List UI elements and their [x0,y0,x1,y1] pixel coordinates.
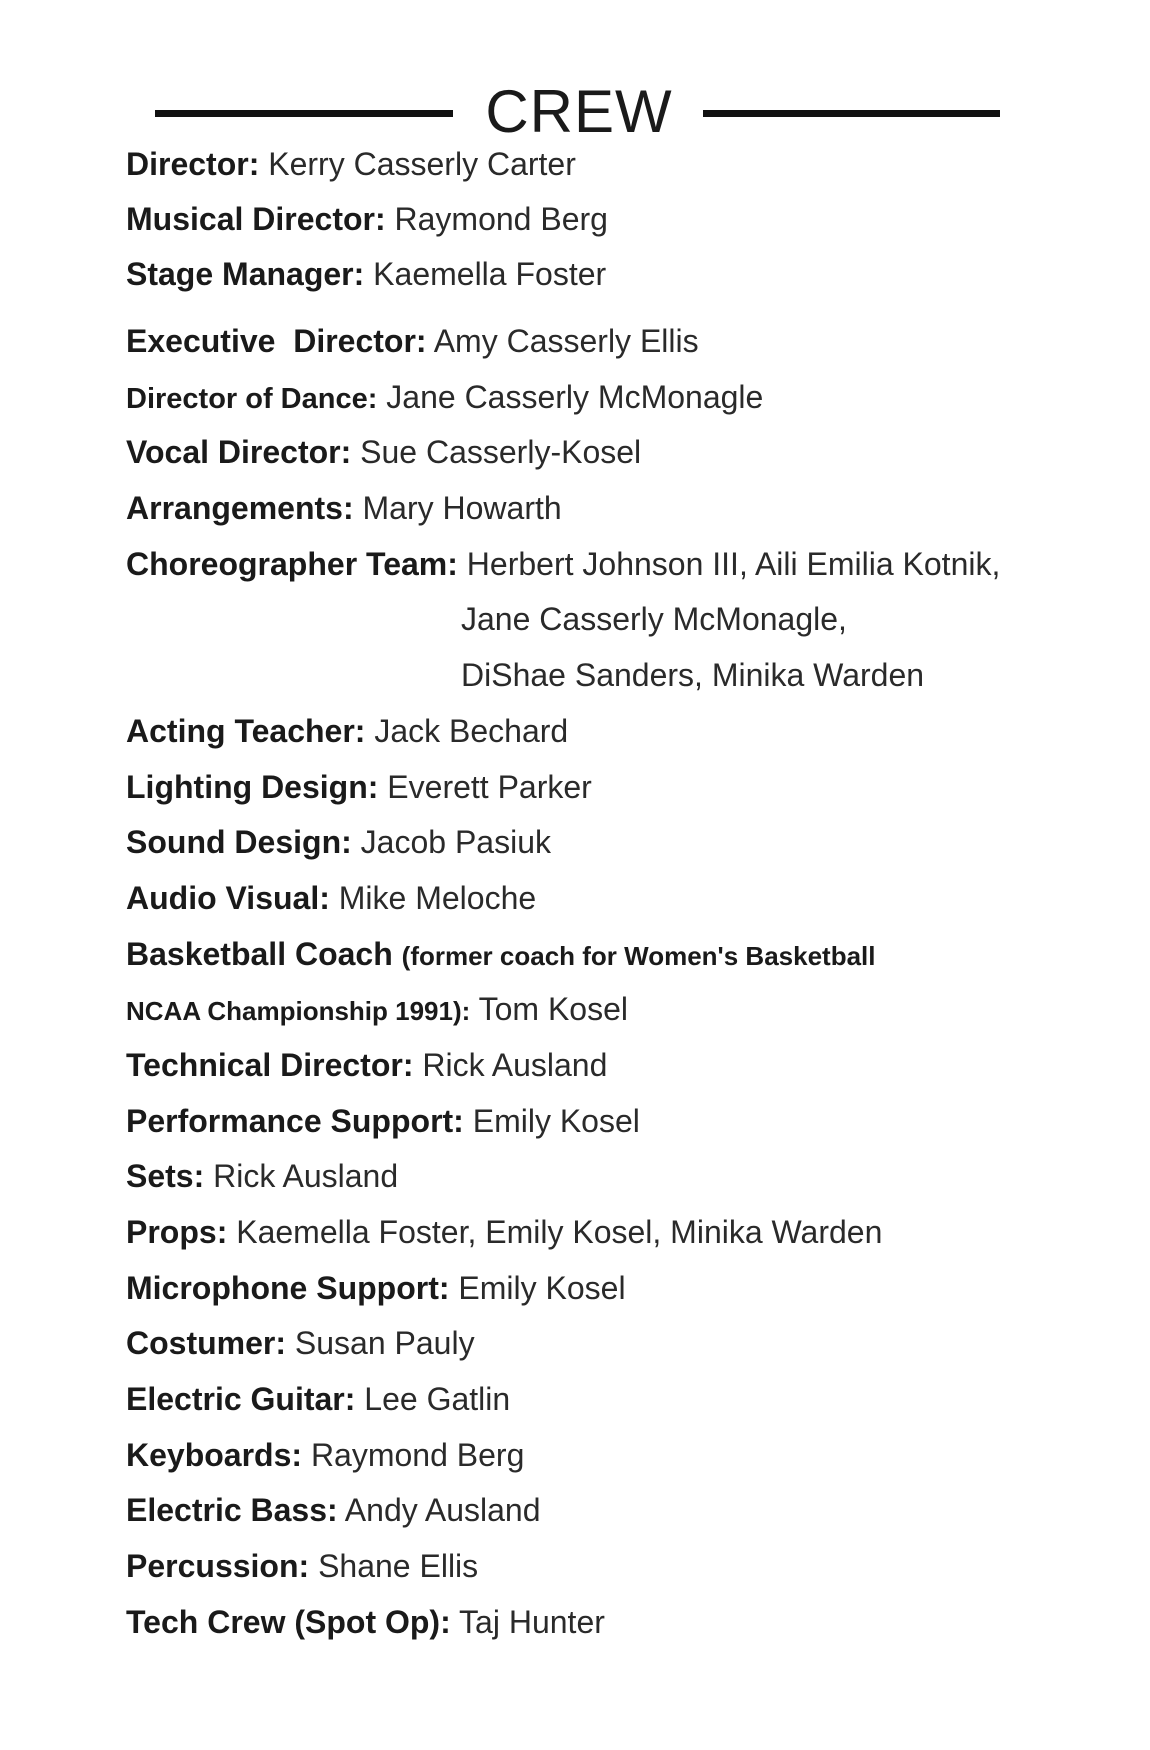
credit-role: Vocal Director: [126,434,352,470]
credit-name: Jane Casserly McMonagle [386,379,764,415]
credit-sound-design [126,822,1086,862]
credit-name: Raymond Berg [394,201,608,237]
credit-name: Kaemella Foster [373,256,607,292]
credit-name: Raymond Berg [310,1437,525,1473]
credit-name: Rick Ausland [422,1047,608,1083]
credit-microphone-support [126,1268,1086,1308]
credit-name: Kaemella Foster, Emily Kosel, Minika Warden [236,1214,883,1250]
credit-vocal-director [126,432,1086,472]
credit-role: Props: [126,1214,228,1250]
credit-lighting-design [126,767,1086,807]
section-title: CREW [485,78,673,145]
credit-technical-director [126,1045,1086,1085]
credit-role: Audio Visual: [126,880,330,916]
credit-electric-bass [126,1490,1086,1530]
credit-role: Performance Support: [126,1103,464,1139]
credit-sets [126,1156,1086,1196]
credit-role: Stage Manager: [126,256,365,292]
credit-role: Director: [126,146,260,182]
credit-name: Jack Bechard [374,713,569,749]
credit-name: Everett Parker [387,769,592,805]
credit-name: Susan Pauly [294,1325,475,1361]
credit-director [126,144,1086,184]
credit-props [126,1212,1086,1252]
credit-role: Electric Guitar: [126,1381,356,1417]
credit-name: Taj Hunter [459,1604,605,1640]
credit-basketball-coach [126,934,1086,976]
credit-role: Lighting Design: [126,769,379,805]
credit-role: NCAA Championship 1991): [126,996,471,1026]
credit-choreographer-continuation: Jane Casserly McMonagle, [461,601,847,637]
credit-role: Choreographer Team: [126,546,458,582]
credit-name: Rick Ausland [213,1158,399,1194]
credit-costumer [126,1323,1086,1363]
credit-name: Jacob Pasiuk [360,824,551,860]
credit-role: Tech Crew (Spot Op): [126,1604,451,1640]
credit-keyboards [126,1435,1086,1475]
credit-role: Costumer: [126,1325,287,1361]
credit-role: Acting Teacher: [126,713,366,749]
credit-acting-teacher [126,711,1086,751]
credit-performance-support [126,1101,1086,1141]
credit-choreographer-continuation: DiShae Sanders, Minika Warden [461,657,925,693]
credit-name: Herbert Johnson III, Aili Emilia Kotnik, [466,546,1001,582]
credit-choreographer-team [126,544,1086,584]
credit-name: Kerry Casserly Carter [268,146,576,182]
credit-electric-guitar [126,1379,1086,1419]
credit-role: Electric Bass: [126,1492,338,1528]
credit-name: Mary Howarth [362,490,562,526]
credit-audio-visual [126,878,1086,918]
credit-role: Percussion: [126,1548,310,1584]
credit-role: Arrangements: [126,490,354,526]
credit-role: Sets: [126,1158,205,1194]
credit-tech-crew [126,1602,1086,1642]
credit-musical-director [126,199,1086,239]
credit-director-of-dance [126,377,1086,419]
credit-stage-manager [126,254,1086,294]
credit-role: Basketball Coach [126,936,393,972]
credit-role: Microphone Support: [126,1270,450,1306]
section-header [155,72,1000,152]
credit-executive-director [126,321,1086,361]
credit-name: Emily Kosel [472,1103,640,1139]
credit-name: Andy Ausland [344,1492,541,1528]
credit-name: Lee Gatlin [364,1381,511,1417]
credit-role: Director of Dance: [126,383,378,415]
header-rule-left [155,110,453,117]
credit-percussion [126,1546,1086,1586]
credit-role: Executive Director: [126,323,427,359]
credit-role: Keyboards: [126,1437,303,1473]
credit-arrangements [126,488,1086,528]
credit-name: Amy Casserly Ellis [433,323,699,359]
credit-role: Technical Director: [126,1047,414,1083]
credit-name: Shane Ellis [318,1548,479,1584]
credit-role-note: (former coach for Women's Basketball [401,941,876,971]
credit-name: Tom Kosel [478,991,628,1027]
credit-name: Emily Kosel [458,1270,626,1306]
credit-role: Sound Design: [126,824,352,860]
credit-name: Mike Meloche [338,880,537,916]
header-rule-right [703,110,1000,117]
credit-role: Musical Director: [126,201,386,237]
credit-name: Sue Casserly-Kosel [360,434,642,470]
credit-basketball-coach-continued [126,989,1086,1031]
